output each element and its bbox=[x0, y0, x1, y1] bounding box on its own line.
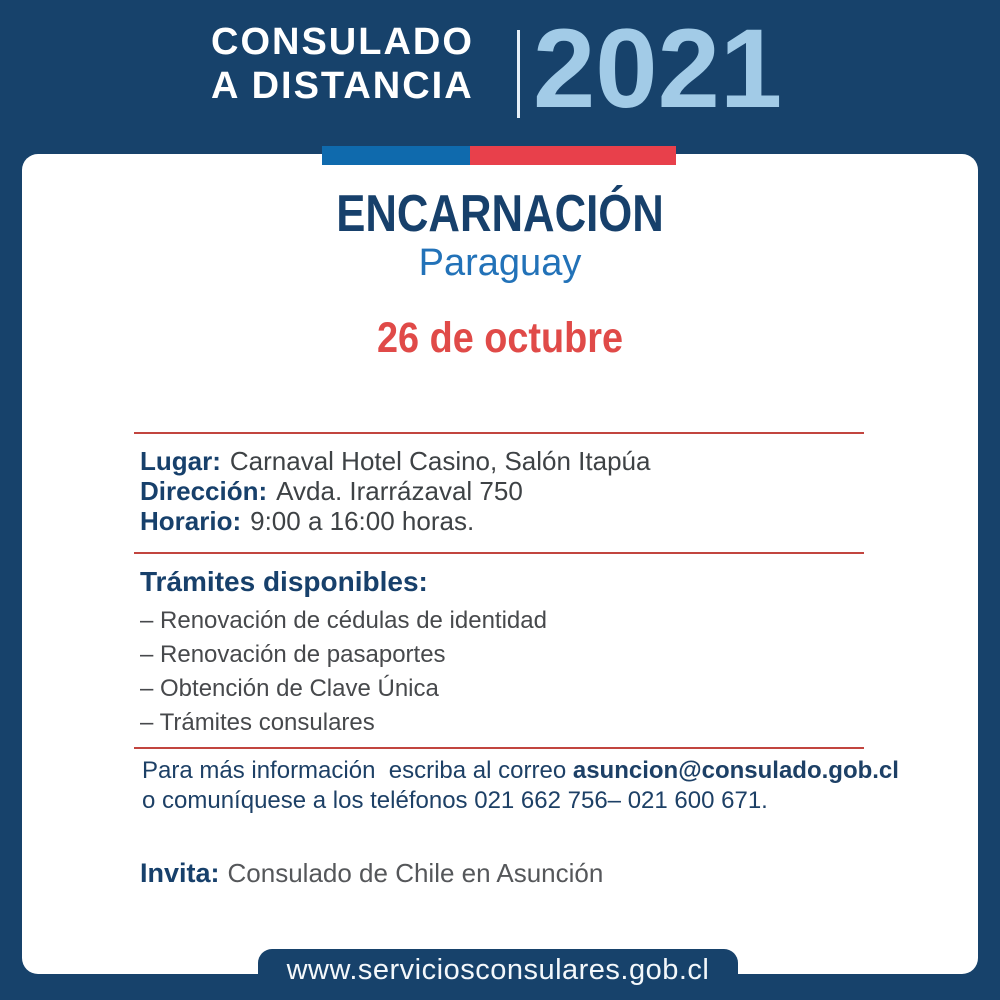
contact-line1-text: Para más información escriba al correo bbox=[142, 757, 573, 784]
footer-url: www.serviciosconsulares.gob.cl bbox=[286, 954, 710, 986]
header-year: 2021 bbox=[533, 6, 783, 131]
flag-red-segment bbox=[470, 146, 676, 165]
tramites-heading: Trámites disponibles: bbox=[140, 566, 428, 597]
header-title-line1: CONSULADO bbox=[211, 21, 474, 63]
event-date: 26 de octubre bbox=[376, 314, 624, 362]
contact-info bbox=[142, 756, 899, 816]
direccion-label: Dirección: bbox=[140, 476, 268, 506]
country-subtitle: Paraguay bbox=[418, 242, 582, 284]
tramites-item: – Obtención de Clave Única bbox=[140, 675, 439, 702]
horario-label: Horario: bbox=[140, 506, 242, 536]
lugar-value: Carnaval Hotel Casino, Salón Itapúa bbox=[229, 446, 651, 476]
invita-value: Consulado de Chile en Asunción bbox=[227, 858, 604, 888]
invita-line bbox=[140, 858, 603, 889]
divider-rule-middle bbox=[134, 552, 864, 554]
tramites-list bbox=[140, 604, 547, 740]
horario-value: 9:00 a 16:00 horas. bbox=[250, 506, 475, 536]
tramites-item: – Renovación de pasaportes bbox=[140, 641, 446, 668]
detail-row-direccion bbox=[140, 476, 650, 506]
header-divider bbox=[517, 30, 520, 118]
contact-email: asuncion@consulado.gob.cl bbox=[572, 757, 899, 784]
city-title: ENCARNACIÓN bbox=[336, 185, 664, 243]
header-title bbox=[211, 20, 474, 108]
contact-line2: o comuníquese a los teléfonos 021 662 756– 021 600 671. bbox=[142, 787, 768, 814]
divider-rule-bottom bbox=[134, 747, 864, 749]
detail-row-lugar bbox=[140, 446, 650, 476]
tramites-item: – Renovación de cédulas de identidad bbox=[140, 607, 547, 634]
direccion-value: Avda. Irarrázaval 750 bbox=[276, 476, 523, 506]
content-card bbox=[22, 154, 978, 974]
invita-label: Invita: bbox=[140, 858, 220, 888]
event-details bbox=[140, 446, 650, 536]
header-title-line2: A DISTANCIA bbox=[211, 65, 474, 107]
tramites-item: – Trámites consulares bbox=[140, 709, 375, 736]
divider-rule-top bbox=[134, 432, 864, 434]
contact-line1 bbox=[142, 756, 899, 786]
flag-blue-segment bbox=[322, 146, 470, 165]
chile-flag-stripe bbox=[322, 146, 676, 165]
lugar-label: Lugar: bbox=[140, 446, 221, 476]
footer-url-box bbox=[258, 949, 738, 1000]
detail-row-horario bbox=[140, 506, 650, 536]
